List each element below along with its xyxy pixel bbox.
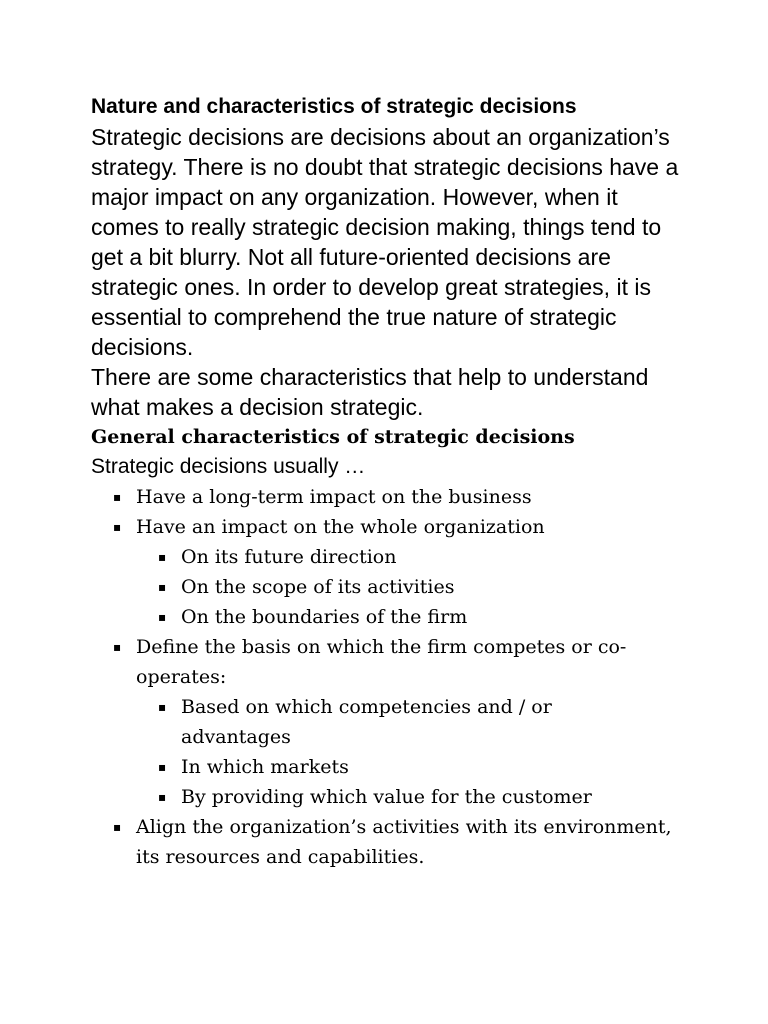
paragraph-characteristics: There are some characteristics that help to understand what makes a decision strategic. <box>91 364 649 420</box>
sub-list-item <box>136 752 601 782</box>
sub-list-item-text: On its future direction <box>181 546 397 568</box>
paragraph-intro: Strategic decisions are decisions about an organization’s strategy. There is no doubt that strategic decisions have a major impact on any organization. However, when it comes to really strategic decision making, things tend to get a bit blurry. Not all future-oriented decisions are strategic ones. In order to develop great strategies, it is essential to comprehend the true nature of strategic decisions. <box>91 124 679 360</box>
bullet-icon: ▪ <box>158 550 167 564</box>
sub-list-item <box>136 542 601 572</box>
sub-list-item <box>136 692 601 752</box>
sub-list-item-text: On the scope of its activities <box>181 576 455 598</box>
bullet-icon: ▪ <box>158 700 167 714</box>
sub-list-item <box>136 572 601 602</box>
list-item-text: Have an impact on the whole organization <box>136 516 545 538</box>
sub-list <box>136 542 691 632</box>
bullet-icon: ▪ <box>113 820 122 834</box>
sub-list-item-text: Based on which competencies and / or advantages <box>181 696 552 748</box>
bullet-icon: ▪ <box>158 760 167 774</box>
bullet-icon: ▪ <box>158 580 167 594</box>
list-item-text: Have a long-term impact on the business <box>136 486 532 508</box>
sub-list-item-text: On the boundaries of the firm <box>181 606 468 628</box>
list-item <box>91 512 691 632</box>
list-intro: Strategic decisions usually … <box>91 455 366 478</box>
document-page <box>91 92 691 872</box>
bullet-icon: ▪ <box>158 790 167 804</box>
section-heading: General characteristics of strategic decisions <box>91 426 575 448</box>
sub-list-item-text: By providing which value for the customer <box>181 786 592 808</box>
list-item <box>91 482 691 512</box>
bullet-icon: ▪ <box>113 640 122 654</box>
sub-list-item-text: In which markets <box>181 756 349 778</box>
list-item <box>91 812 691 872</box>
bullet-icon: ▪ <box>158 610 167 624</box>
list-item-text: Align the organization’s activities with its environment, its resources and capabilities. <box>136 816 672 868</box>
list-item <box>91 632 691 812</box>
characteristics-list <box>91 482 691 872</box>
bullet-icon: ▪ <box>113 520 122 534</box>
sub-list-item <box>136 782 601 812</box>
bullet-icon: ▪ <box>113 490 122 504</box>
sub-list <box>136 692 691 812</box>
sub-list-item <box>136 602 601 632</box>
list-item-text: Define the basis on which the firm competes or co-operates: <box>136 636 627 688</box>
document-title: Nature and characteristics of strategic decisions <box>91 95 577 118</box>
